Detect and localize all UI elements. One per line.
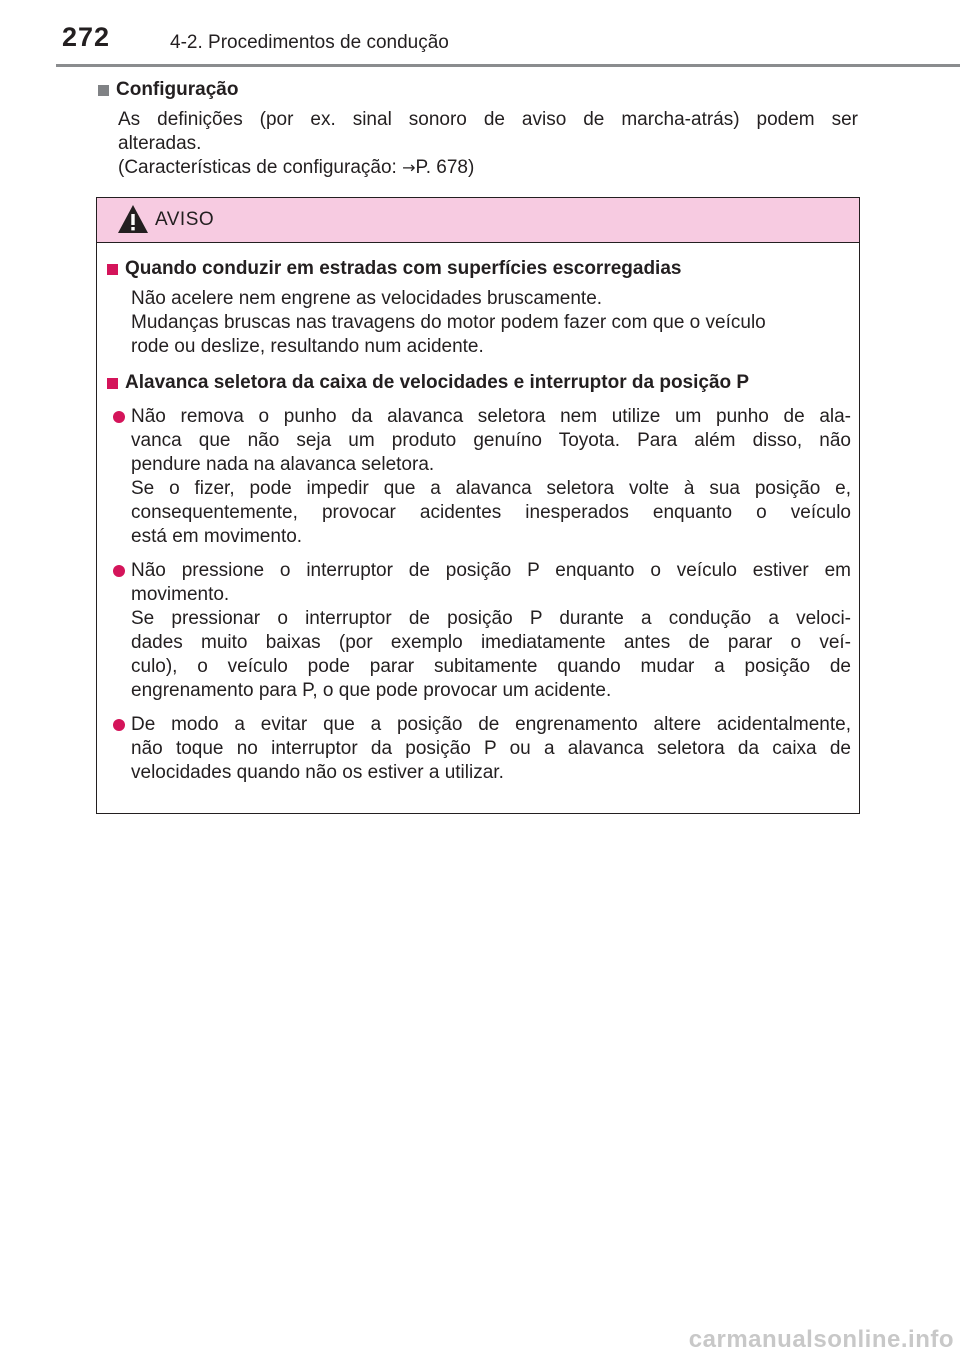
text-line: não toque no interruptor da posição P ou a alavanca seletora da caixa de [131,738,851,759]
config-heading-text: Configuração [116,79,239,100]
config-line: As definições (por ex. sinal sonoro de aviso de marcha-atrás) podem ser [118,109,858,130]
text-line: pendure nada na alavanca seletora. [131,454,435,475]
config-ref-prefix: (Características de configuração: [118,157,403,178]
config-section [98,78,858,180]
config-heading [98,78,858,102]
text-line: consequentemente, provocar acidentes inesperados enquanto o veículo [131,502,851,523]
text-line: Não acelere nem engrene as velocidades bruscamente. [131,288,603,309]
list-item-text [131,559,851,703]
square-bullet-icon [98,85,109,96]
square-bullet-icon [107,264,118,275]
arrow-right-icon: → [402,158,416,177]
list-item [113,559,851,703]
warning-section-heading-text: Alavanca seletora da caixa de velocidades e interruptor da posição P [125,372,750,393]
text-line: Se o fizer, pode impedir que a alavanca seletora volte à sua posição e, [131,478,851,499]
text-line: vanca que não seja um produto genuíno Toyota. Para além disso, não [131,430,851,451]
text-line: Não remova o punho da alavanca seletora nem utilize um punho de ala- [131,406,851,427]
warning-section-body [131,287,851,359]
text-line: movimento. [131,584,230,605]
square-bullet-icon [107,378,118,389]
text-line: Não pressione o interruptor de posição P enquanto o veículo estiver em [131,560,851,581]
watermark: carmanualsonline.info [688,1326,954,1353]
config-body [118,108,858,180]
warning-section-heading [107,371,851,395]
warning-box [96,197,860,814]
warning-section-slippery-roads [105,257,851,359]
warning-header [97,198,859,243]
text-line: engrenamento para P, o que pode provocar um acidente. [131,680,612,701]
warning-section-shift-lever [105,371,851,785]
list-item-text [131,713,851,785]
warning-section-heading [107,257,851,281]
text-line: Mudanças bruscas nas travagens do motor podem fazer com que o veículo [131,312,766,333]
config-line: alteradas. [118,133,202,154]
warning-section-heading-text: Quando conduzir em estradas com superfícies escorregadias [125,258,682,279]
list-item-text [131,405,851,549]
text-line: Se pressionar o interruptor de posição P durante a condução a veloci- [131,608,851,629]
list-item [113,713,851,785]
text-line: rode ou deslize, resultando num acidente. [131,336,484,357]
round-bullet-icon [113,719,125,731]
round-bullet-icon [113,565,125,577]
header-divider [56,64,960,67]
text-line: está em movimento. [131,526,303,547]
config-ref-page-link[interactable]: P. 678) [415,157,475,178]
text-line: culo), o veículo pode parar subitamente quando mudar a posição de [131,656,851,677]
warning-label: AVISO [155,209,215,230]
config-reference [118,156,858,180]
warning-content [97,243,859,785]
section-title: 4-2. Procedimentos de condução [170,32,449,53]
text-line: De modo a evitar que a posição de engrenamento altere acidentalmente, [131,714,851,735]
warning-triangle-icon [117,204,149,234]
text-line: velocidades quando não os estiver a utilizar. [131,762,504,783]
text-line: dades muito baixas (por exemplo imediatamente antes de parar o veí- [131,632,851,653]
round-bullet-icon [113,411,125,423]
list-item [113,405,851,549]
page-number: 272 [62,22,111,52]
